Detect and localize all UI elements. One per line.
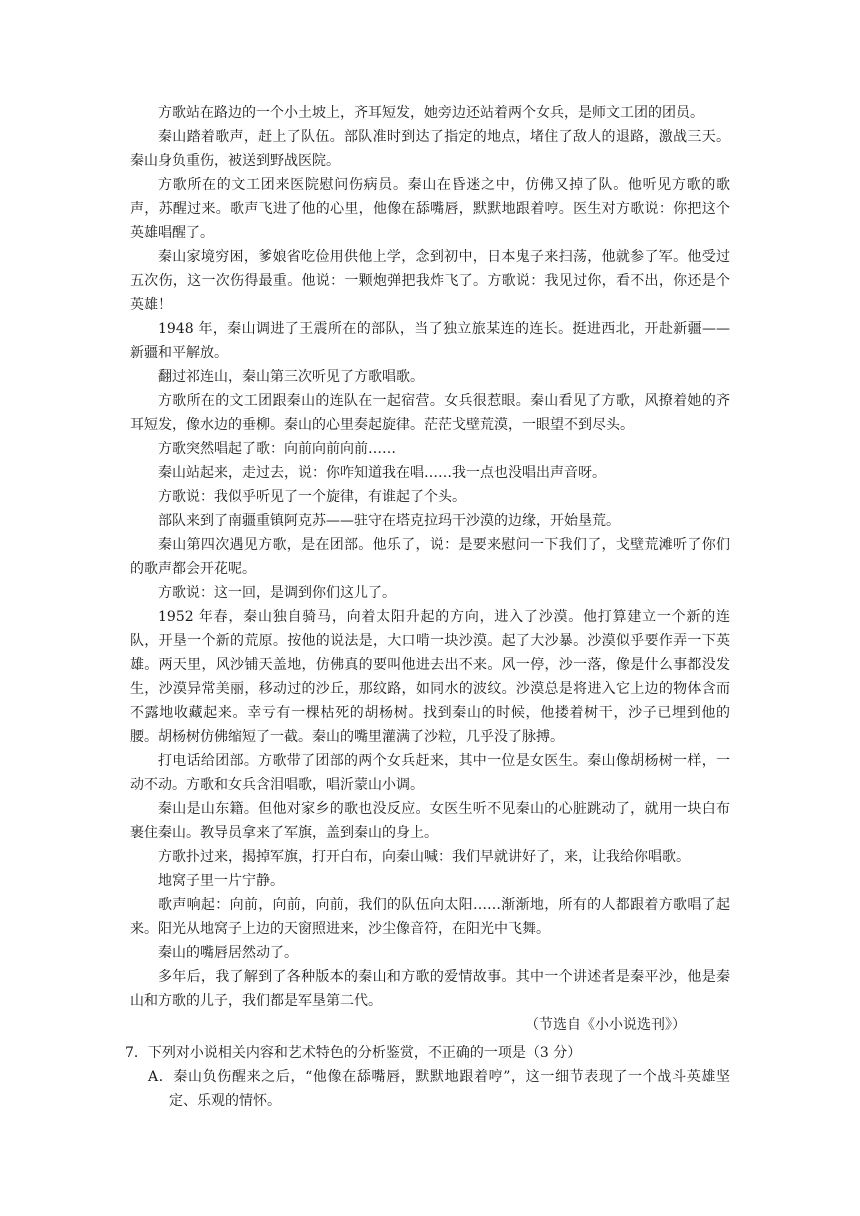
story-paragraph: 多年后，我了解到了各种版本的秦山和方歌的爱情故事。其中一个讲述者是秦平沙，他是秦山和方歌的儿子，我们都是军垦第二代。 bbox=[130, 969, 730, 1009]
story-paragraph: 方歌突然唱起了歌：向前向前向前…… bbox=[158, 441, 396, 457]
source-citation: （节选自《小小说选刊》） bbox=[525, 1017, 686, 1033]
story-paragraph: 秦山是山东籍。但他对家乡的歌也没反应。女医生听不见秦山的心脏跳动了，就用一块白布裹住秦山。教导员拿来了军旗，盖到秦山的身上。 bbox=[130, 801, 730, 841]
story-paragraph: 方歌扑过来，揭掉军旗，打开白布，向秦山喊：我们早就讲好了，来，让我给你唱歌。 bbox=[158, 849, 690, 865]
story-paragraph: 地窝子里一片宁静。 bbox=[158, 873, 284, 889]
story-paragraph: 方歌所在的文工团跟秦山的连队在一起宿营。女兵很惹眼。秦山看见了方歌，风撩着她的齐耳短发，像水边的垂柳。秦山的心里奏起旋律。茫茫戈壁荒漠，一眼望不到尽头。 bbox=[130, 393, 730, 433]
story-paragraph: 歌声响起：向前，向前，向前，我们的队伍向太阳……渐渐地，所有的人都跟着方歌唱了起来。阳光从地窝子上边的天窗照进来，沙尘像音符，在阳光中飞舞。 bbox=[130, 897, 730, 937]
story-paragraph: 方歌说：这一回，是调到你们这儿了。 bbox=[158, 585, 396, 601]
reading-passage bbox=[125, 101, 730, 1113]
story-paragraph: 翻过祁连山，秦山第三次听见了方歌唱歌。 bbox=[158, 369, 424, 385]
story-paragraph: 1948 年，秦山调进了王震所在的部队，当了独立旅某连的连长。挺进西北，开赴新疆——新疆和平解放。 bbox=[130, 321, 730, 361]
story-paragraph: 方歌所在的文工团来医院慰问伤病员。秦山在昏迷之中，仿佛又掉了队。他听见方歌的歌声，苏醒过来。歌声飞进了他的心里，他像在舔嘴唇，默默地跟着哼。医生对方歌说：你把这个英雄唱醒了。 bbox=[130, 177, 730, 241]
question-stem: 7．下列对小说相关内容和艺术特色的分析鉴赏，不正确的一项是（3 分） bbox=[125, 1045, 582, 1061]
story-paragraph: 秦山踏着歌声，赶上了队伍。部队准时到达了指定的地点，堵住了敌人的退路，激战三天。秦山身负重伤，被送到野战医院。 bbox=[130, 129, 730, 169]
story-paragraph: 打电话给团部。方歌带了团部的两个女兵赶来，其中一位是女医生。秦山像胡杨树一样，一动不动。方歌和女兵含泪唱歌，唱沂蒙山小调。 bbox=[130, 753, 730, 793]
story-paragraph: 秦山的嘴唇居然动了。 bbox=[158, 945, 298, 961]
story-paragraph: 方歌站在路边的一个小土坡上，齐耳短发，她旁边还站着两个女兵，是师文工团的团员。 bbox=[158, 105, 704, 121]
story-paragraph: 方歌说：我似乎听见了一个旋律，有谁起了个头。 bbox=[158, 489, 466, 505]
story-paragraph: 秦山家境穷困，爹娘省吃俭用供他上学，念到初中，日本鬼子来扫荡，他就参了军。他受过五次伤，这一次伤得最重。他说：一颗炮弹把我炸飞了。方歌说：我见过你，看不出，你还是个英雄！ bbox=[130, 249, 730, 313]
story-paragraph: 秦山第四次遇见方歌，是在团部。他乐了，说：是要来慰问一下我们了，戈壁荒滩听了你们的歌声都会开花呢。 bbox=[130, 537, 730, 577]
story-paragraph: 秦山站起来，走过去，说：你咋知道我在唱……我一点也没唱出声音呀。 bbox=[158, 465, 606, 481]
story-paragraph: 1952 年春，秦山独自骑马，向着太阳升起的方向，进入了沙漠。他打算建立一个新的连队，开垦一个新的荒原。按他的说法是，大口啃一块沙漠。起了大沙暴。沙漠似乎要作弄一下英雄。两天里，风沙铺天盖地，仿佛真的要叫他进去出不来。风一停，沙一落，像是什么事都没发生，沙漠异常美丽，移动过的沙丘，那纹路，如同水的波纹。沙漠总是将进入它上边的物体含而不露地收藏起来。幸亏有一棵枯死的胡杨树。找到秦山的时候，他搂着树干，沙子已埋到他的腰。胡杨树仿佛缩短了一截。秦山的嘴里灌满了沙粒，几乎没了脉搏。 bbox=[130, 609, 730, 745]
story-paragraph: 部队来到了南疆重镇阿克苏——驻守在塔克拉玛干沙漠的边缘，开始垦荒。 bbox=[158, 513, 620, 529]
answer-option-a: A．秦山负伤醒来之后，“他像在舔嘴唇，默默地跟着哼”，这一细节表现了一个战斗英雄坚定、乐观的情怀。 bbox=[148, 1069, 730, 1109]
